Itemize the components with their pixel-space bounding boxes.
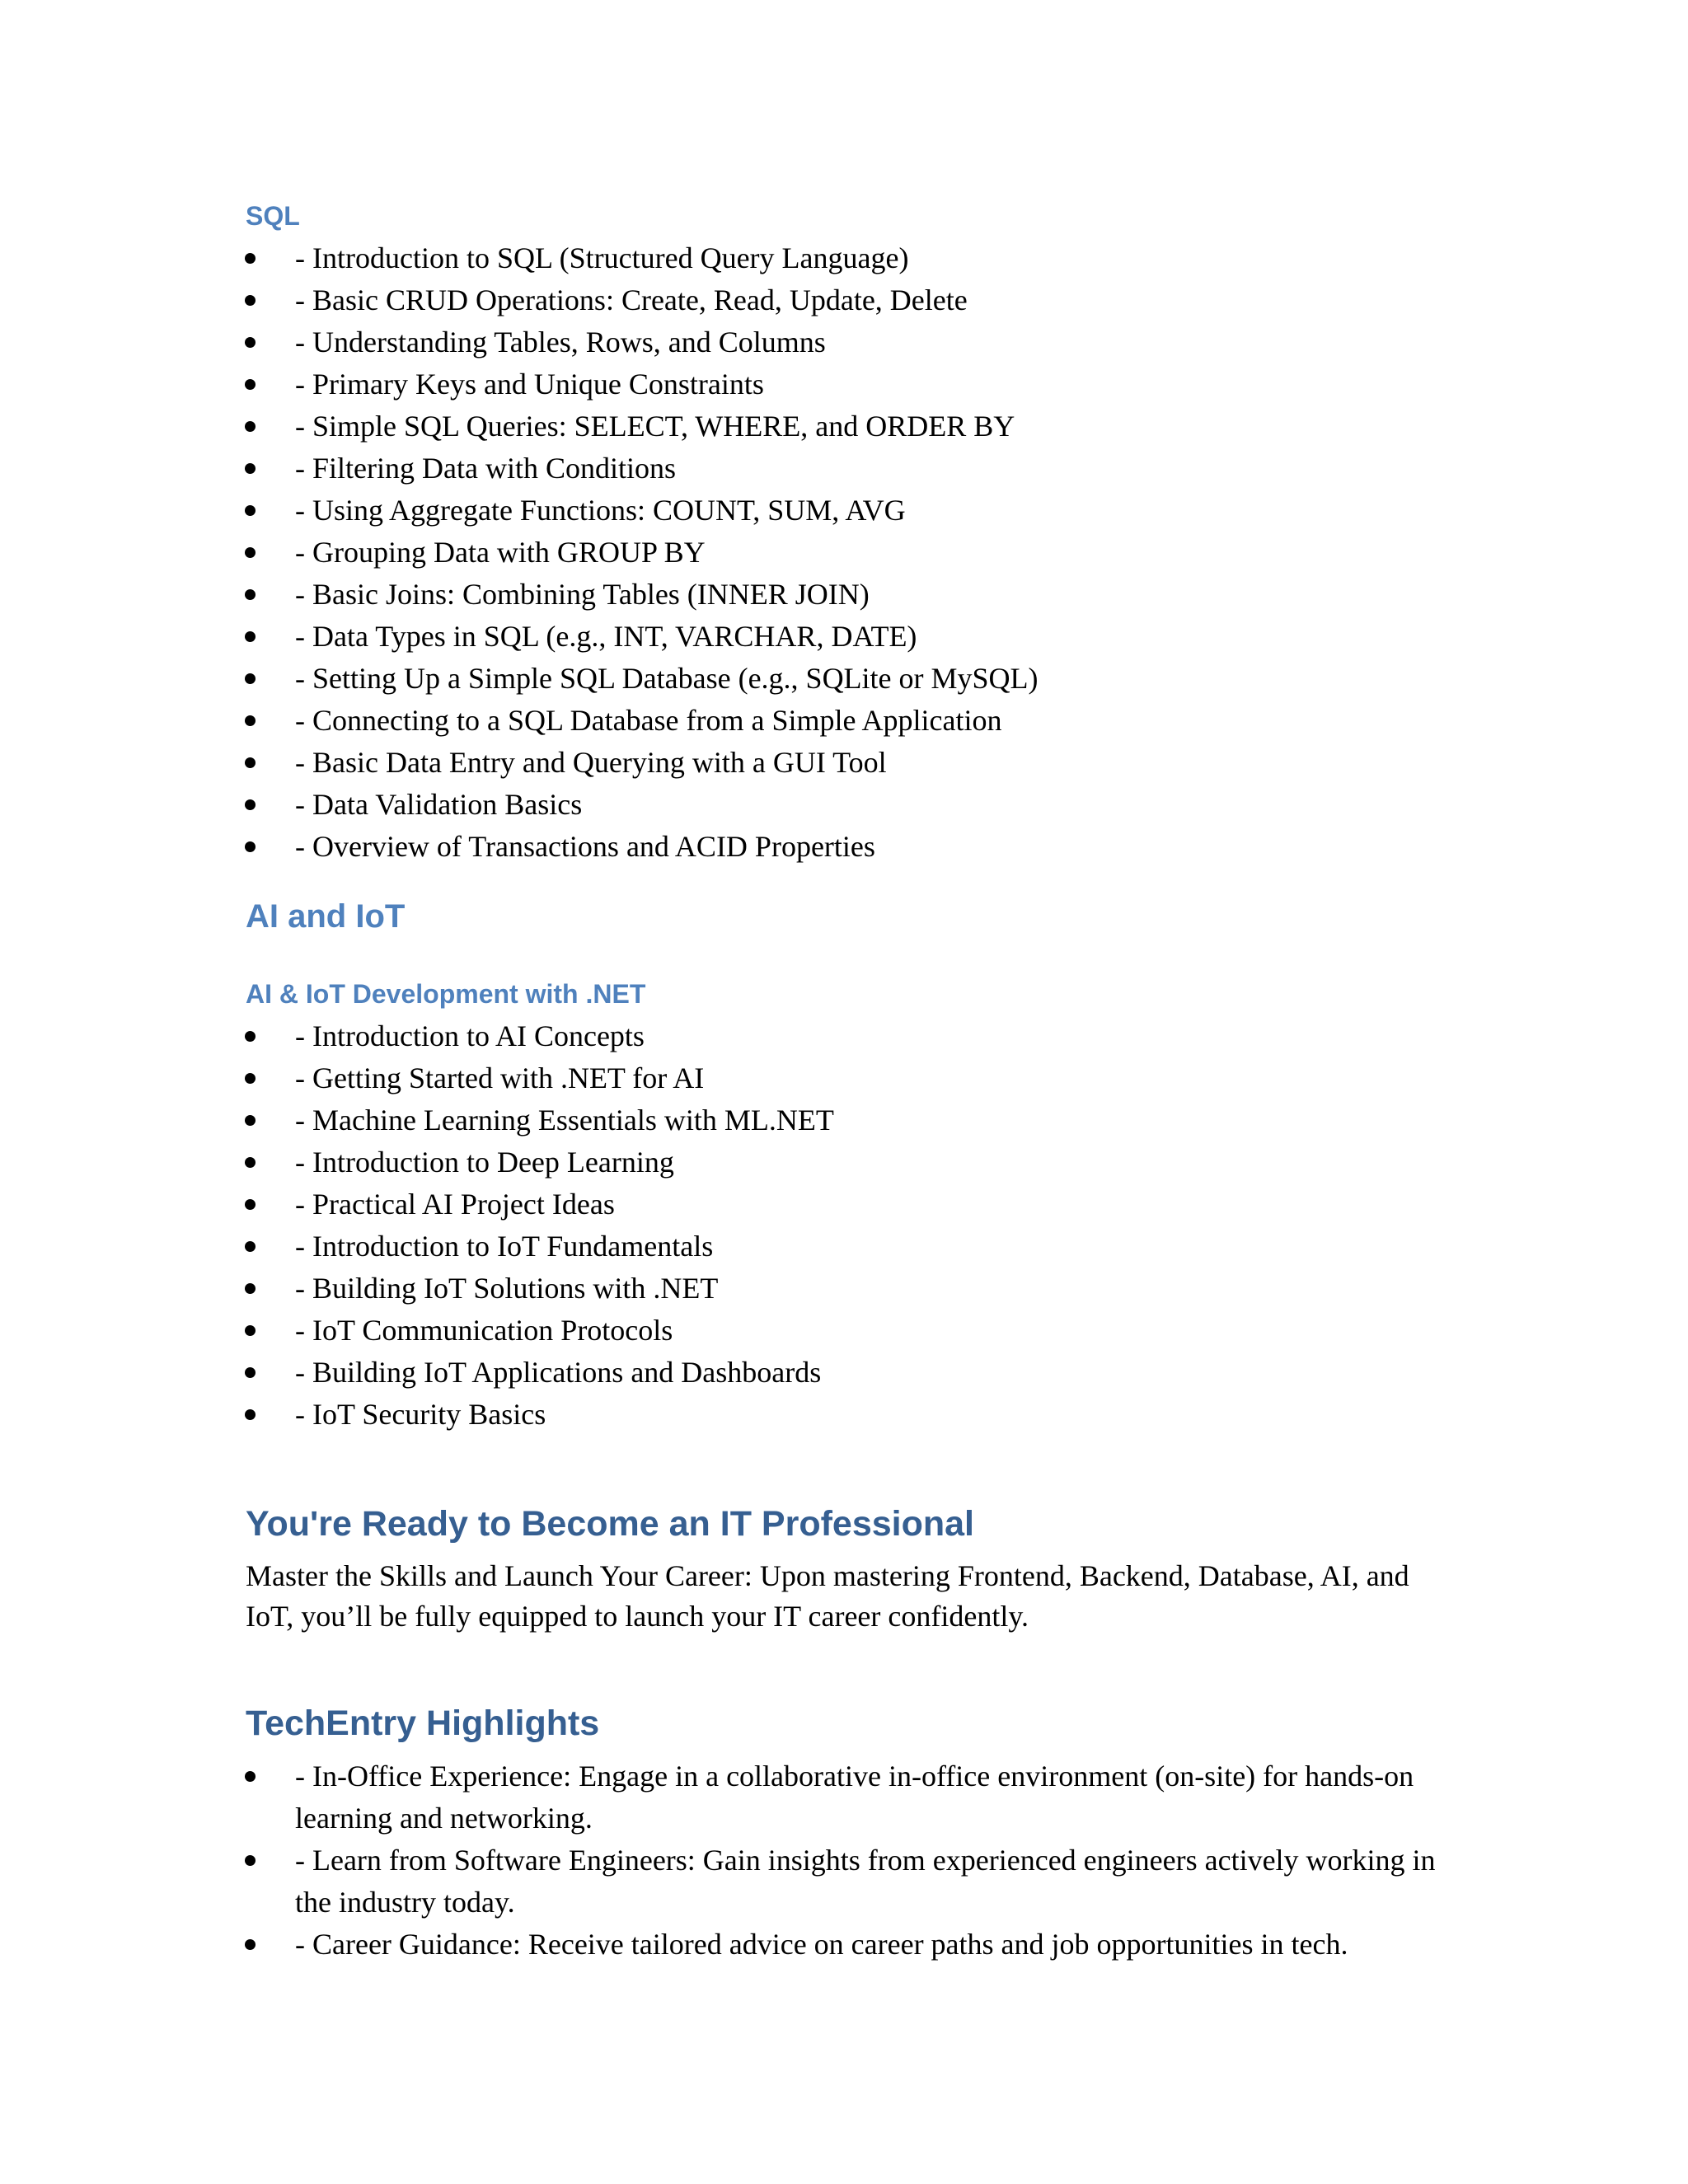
list-item — [0, 742, 1449, 784]
list-item — [0, 321, 1449, 363]
bullet-icon — [245, 1073, 256, 1084]
list-item — [0, 1057, 1449, 1099]
list-item-text: - Understanding Tables, Rows, and Columns — [295, 326, 826, 359]
list-item — [0, 237, 1449, 279]
list-item — [0, 448, 1449, 490]
list-item — [0, 279, 1449, 321]
sql-heading: SQL — [246, 201, 300, 231]
list-item-text: - Filtering Data with Conditions — [295, 452, 676, 485]
list-item — [0, 363, 1449, 405]
bullet-icon — [245, 1409, 256, 1420]
bullet-icon — [245, 379, 256, 390]
highlights-heading: TechEntry Highlights — [246, 1704, 600, 1743]
ai-iot-subheading: AI & IoT Development with .NET — [246, 979, 646, 1009]
list-item — [0, 1840, 1449, 1924]
list-item-text: - Grouping Data with GROUP BY — [295, 536, 706, 569]
highlights-list — [0, 1755, 1688, 1966]
list-item-text: - Setting Up a Simple SQL Database (e.g., SQLite or MySQL) — [295, 662, 1039, 695]
list-item-text: - Data Types in SQL (e.g., INT, VARCHAR, DATE) — [295, 620, 917, 653]
list-item-text: - Getting Started with .NET for AI — [295, 1062, 705, 1094]
list-item-text: - Introduction to IoT Fundamentals — [295, 1230, 714, 1263]
bullet-icon — [245, 715, 256, 726]
list-item — [0, 1183, 1449, 1226]
list-item-text: - Building IoT Applications and Dashboards — [295, 1356, 822, 1389]
list-item-text: - Basic Data Entry and Querying with a GUI Tool — [295, 746, 887, 779]
list-item-text: - Connecting to a SQL Database from a Simple Application — [295, 704, 1002, 737]
list-item-text: - Learn from Software Engineers: Gain insights from experienced engineers actively working in the industry today. — [295, 1844, 1436, 1919]
bullet-icon — [245, 631, 256, 642]
bullet-icon — [245, 295, 256, 306]
list-item — [0, 1310, 1449, 1352]
ready-paragraph: Master the Skills and Launch Your Career: Upon mastering Frontend, Backend, Database, AI, and IoT, you’ll be fully equipped to launch your IT career confidently. — [246, 1559, 1409, 1633]
bullet-icon — [245, 337, 256, 348]
bullet-icon — [245, 1325, 256, 1336]
list-item-text: - Overview of Transactions and ACID Properties — [295, 830, 875, 863]
list-item-text: - IoT Security Basics — [295, 1398, 546, 1431]
bullet-icon — [245, 841, 256, 852]
list-item-text: - Data Validation Basics — [295, 788, 583, 821]
list-item — [0, 700, 1449, 742]
list-item-text: - Introduction to Deep Learning — [295, 1146, 674, 1179]
bullet-icon — [245, 1855, 256, 1866]
bullet-icon — [245, 1771, 256, 1782]
list-item — [0, 784, 1449, 826]
bullet-icon — [245, 1939, 256, 1950]
list-item — [0, 532, 1449, 574]
list-item-text: - Introduction to SQL (Structured Query Language) — [295, 241, 909, 274]
list-item-text: - Introduction to AI Concepts — [295, 1019, 645, 1052]
bullet-icon — [245, 1115, 256, 1126]
list-item — [0, 658, 1449, 700]
bullet-icon — [245, 463, 256, 474]
bullet-icon — [245, 547, 256, 558]
list-item-text: - Practical AI Project Ideas — [295, 1188, 615, 1221]
list-item — [0, 616, 1449, 658]
list-item-text: - IoT Communication Protocols — [295, 1314, 673, 1347]
list-item-text: - Primary Keys and Unique Constraints — [295, 368, 764, 401]
list-item — [0, 490, 1449, 532]
bullet-icon — [245, 1367, 256, 1378]
ai-iot-heading: AI and IoT — [246, 898, 406, 935]
list-item-text: - Basic Joins: Combining Tables (INNER JOIN) — [295, 578, 870, 611]
list-item-text: - In-Office Experience: Engage in a collaborative in-office environment (on-site) for hands-on learning and networking. — [295, 1760, 1414, 1835]
bullet-icon — [245, 421, 256, 432]
bullet-icon — [245, 1199, 256, 1210]
bullet-icon — [245, 505, 256, 516]
list-item — [0, 405, 1449, 448]
bullet-icon — [245, 1283, 256, 1294]
list-item-text: - Basic CRUD Operations: Create, Read, Update, Delete — [295, 284, 968, 316]
ai-iot-topic-list — [0, 1015, 1688, 1436]
list-item — [0, 1015, 1449, 1057]
ready-heading: You're Ready to Become an IT Professional — [246, 1504, 974, 1544]
bullet-icon — [245, 1031, 256, 1042]
bullet-icon — [245, 799, 256, 810]
list-item-text: - Simple SQL Queries: SELECT, WHERE, and ORDER BY — [295, 410, 1015, 443]
bullet-icon — [245, 757, 256, 768]
list-item — [0, 574, 1449, 616]
list-item — [0, 1099, 1449, 1141]
bullet-icon — [245, 673, 256, 684]
bullet-icon — [245, 1241, 256, 1252]
sql-topic-list — [0, 237, 1688, 868]
list-item — [0, 1352, 1449, 1394]
list-item-text: - Using Aggregate Functions: COUNT, SUM, AVG — [295, 494, 906, 527]
bullet-icon — [245, 1157, 256, 1168]
bullet-icon — [245, 253, 256, 264]
list-item-text: - Building IoT Solutions with .NET — [295, 1272, 719, 1305]
list-item — [0, 1755, 1449, 1840]
list-item — [0, 1141, 1449, 1183]
list-item — [0, 1268, 1449, 1310]
list-item — [0, 1924, 1449, 1966]
bullet-icon — [245, 589, 256, 600]
list-item-text: - Career Guidance: Receive tailored advice on career paths and job opportunities in tech. — [295, 1928, 1348, 1961]
list-item — [0, 1226, 1449, 1268]
list-item-text: - Machine Learning Essentials with ML.NET — [295, 1104, 834, 1137]
list-item — [0, 1394, 1449, 1436]
list-item — [0, 826, 1449, 868]
